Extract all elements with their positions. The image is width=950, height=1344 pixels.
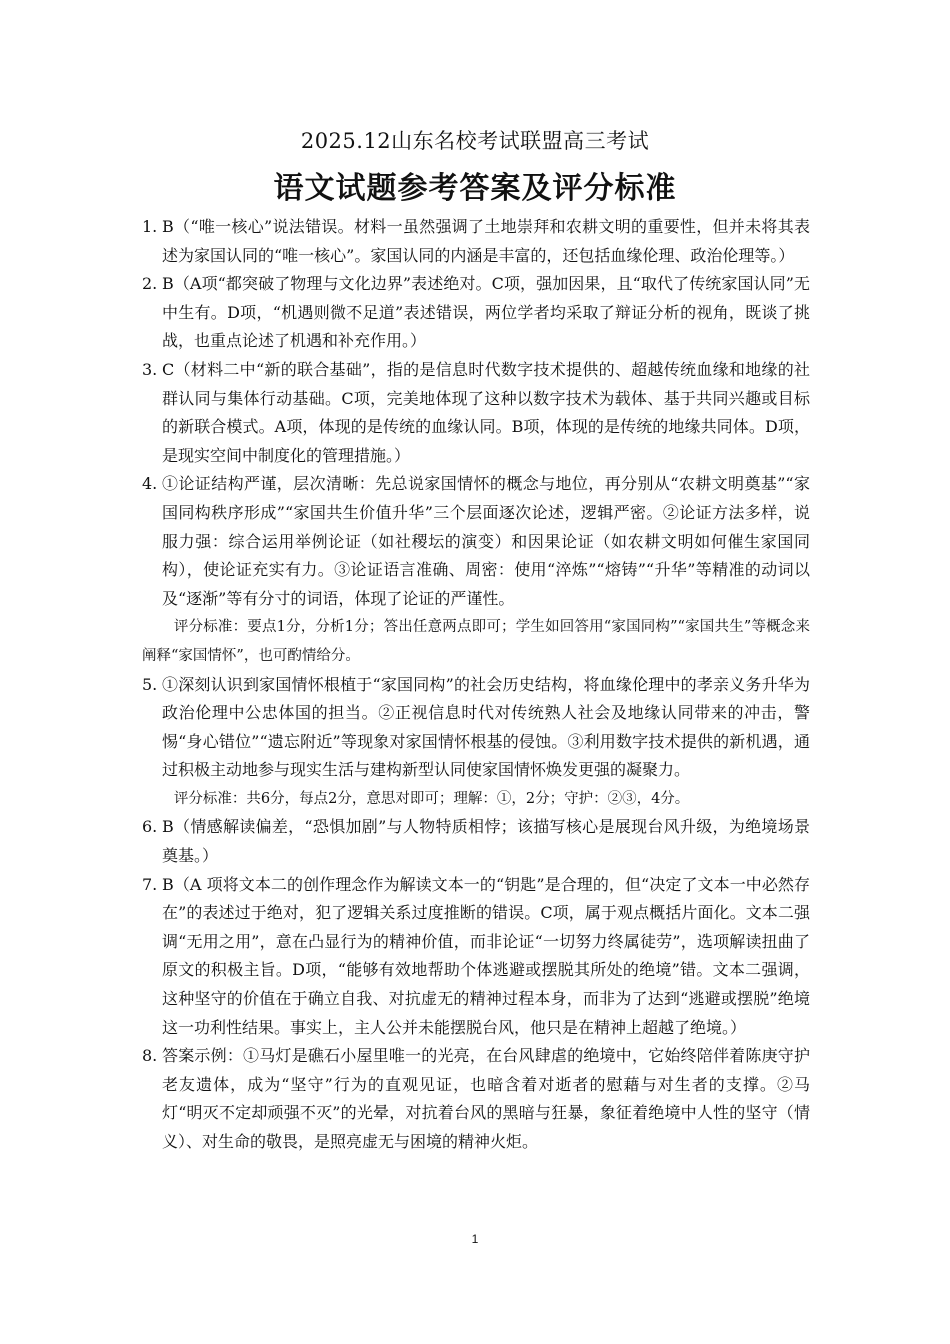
answer-item-6 <box>142 813 810 870</box>
answer-number: 7. <box>142 874 158 894</box>
answer-item-5 <box>142 671 810 785</box>
answer-text: B（A 项将文本二的创作理念作为解读文本一的“钥匙”是合理的，但“决定了文本一中必然存在”的表述过于绝对，犯了逻辑关系过度推断的错误。C项，属于观点概括片面化。文本二强调“无用之用”，意在凸显行为的精神价值，而非论证“一切努力终属徒劳”，选项解读扭曲了原文的积极主旨。D项，“能够有效地帮助个体逃避或摆脱其所处的绝境”错。文本二强调，这种坚守的价值在于确立自我、对抗虚无的精神过程本身，而非为了达到“逃避或摆脱”绝境这一功利性结果。事实上，主人公并未能摆脱台风，他只是在精神上超越了绝境。） <box>162 874 810 1037</box>
answer-item-8 <box>142 1042 810 1156</box>
answer-number: 6. <box>142 817 158 837</box>
answer-number: 1. <box>142 217 158 236</box>
answer-number: 3. <box>142 359 158 379</box>
scoring-rubric-5: 评分标准：共6分，每点2分，意思对即可；理解：①，2分；守护：②③，4分。 <box>173 790 690 807</box>
answer-text: 答案示例：①马灯是礁石小屋里唯一的光亮，在台风肆虐的绝境中，它始终陪伴着陈庚守护老友遗体，成为“坚守”行为的直观见证，也暗含着对逝者的慰藉与对生者的支撑。②马灯“明灭不定却顽强不灭”的光晕，对抗着台风的黑暗与狂暴，象征着绝境中人性的坚守（情义）、对生命的敬畏，是照亮虚无与困境的精神火炬。 <box>162 1046 810 1151</box>
answer-item-2 <box>142 270 810 356</box>
answer-text: C（材料二中“新的联合基础”，指的是信息时代数字技术提供的、超越传统血缘和地缘的社群认同与集体行动基础。C项，完美地体现了这种以数字技术为载体、基于共同兴趣或目标的新联合模式。A项，体现的是传统的血缘认同。B项，体现的是传统的地缘共同体。D项，是现实空间中制度化的管理措施。） <box>162 359 810 465</box>
scoring-rubric-4: 评分标准：要点1分，分析1分；答出任意两点即可；学生如回答用“家国同构”“家国共生”等概念来阐释“家国情怀”，也可酌情给分。 <box>142 619 810 664</box>
answer-text: ①深刻认识到家国情怀根植于“家国同构”的社会历史结构，将血缘伦理中的孝亲义务升华为政治伦理中公忠体国的担当。②正视信息时代对传统熟人社会及地缘认同带来的冲击，警惕“身心错位”“遗忘附近”等现象对家国情怀根基的侵蚀。③利用数字技术提供的新机遇，通过积极主动地参与现实生活与建构新型认同使家国情怀焕发更强的凝聚力。 <box>162 674 810 780</box>
answer-number: 5. <box>142 674 158 694</box>
answer-item-4 <box>142 470 810 613</box>
answer-number: 8. <box>142 1046 158 1066</box>
answer-number: 2. <box>142 274 158 294</box>
document-title: 语文试题参考答案及评分标准 <box>273 171 677 206</box>
answer-text: B（情感解读偏差，“恐惧加剧”与人物特质相悖；该描写核心是展现台风升级，为绝境场景奠基。） <box>162 817 810 866</box>
answer-number: 4. <box>142 474 158 494</box>
answer-item-3 <box>142 356 810 470</box>
answer-item-1 <box>142 213 810 270</box>
answer-text: B（A项“都突破了物理与文化边界”表述绝对。C项，强加因果，且“取代了传统家国认同”无中生有。D项，“机遇则微不足道”表述错误，两位学者均采取了辩证分析的视角，既谈了挑战，也重点论述了机遇和补充作用。） <box>162 274 810 351</box>
page-number: 1 <box>471 1232 479 1246</box>
answer-text: B（“唯一核心”说法错误。材料一虽然强调了土地崇拜和农耕文明的重要性，但并未将其表述为家国认同的“唯一核心”。家国认同的内涵是丰富的，还包括血缘伦理、政治伦理等。） <box>162 217 810 265</box>
answer-item-7 <box>142 871 810 1043</box>
exam-title: 2025.12山东名校考试联盟高三考试 <box>300 129 650 153</box>
answer-text: ①论证结构严谨，层次清晰：先总说家国情怀的概念与地位，再分别从“农耕文明奠基”“家国同构秩序形成”“家国共生价值升华”三个层面逐次论述，逻辑严密。②论证方法多样，说服力强：综合运用举例论证（如社稷坛的演变）和因果论证（如农耕文明如何催生家国同构），使论证充实有力。③论证语言准确、周密：使用“淬炼”“熔铸”“升华”等精准的动词以及“逐渐”等有分寸的词语，体现了论证的严谨性。 <box>162 474 810 608</box>
answer-list <box>142 213 810 1157</box>
